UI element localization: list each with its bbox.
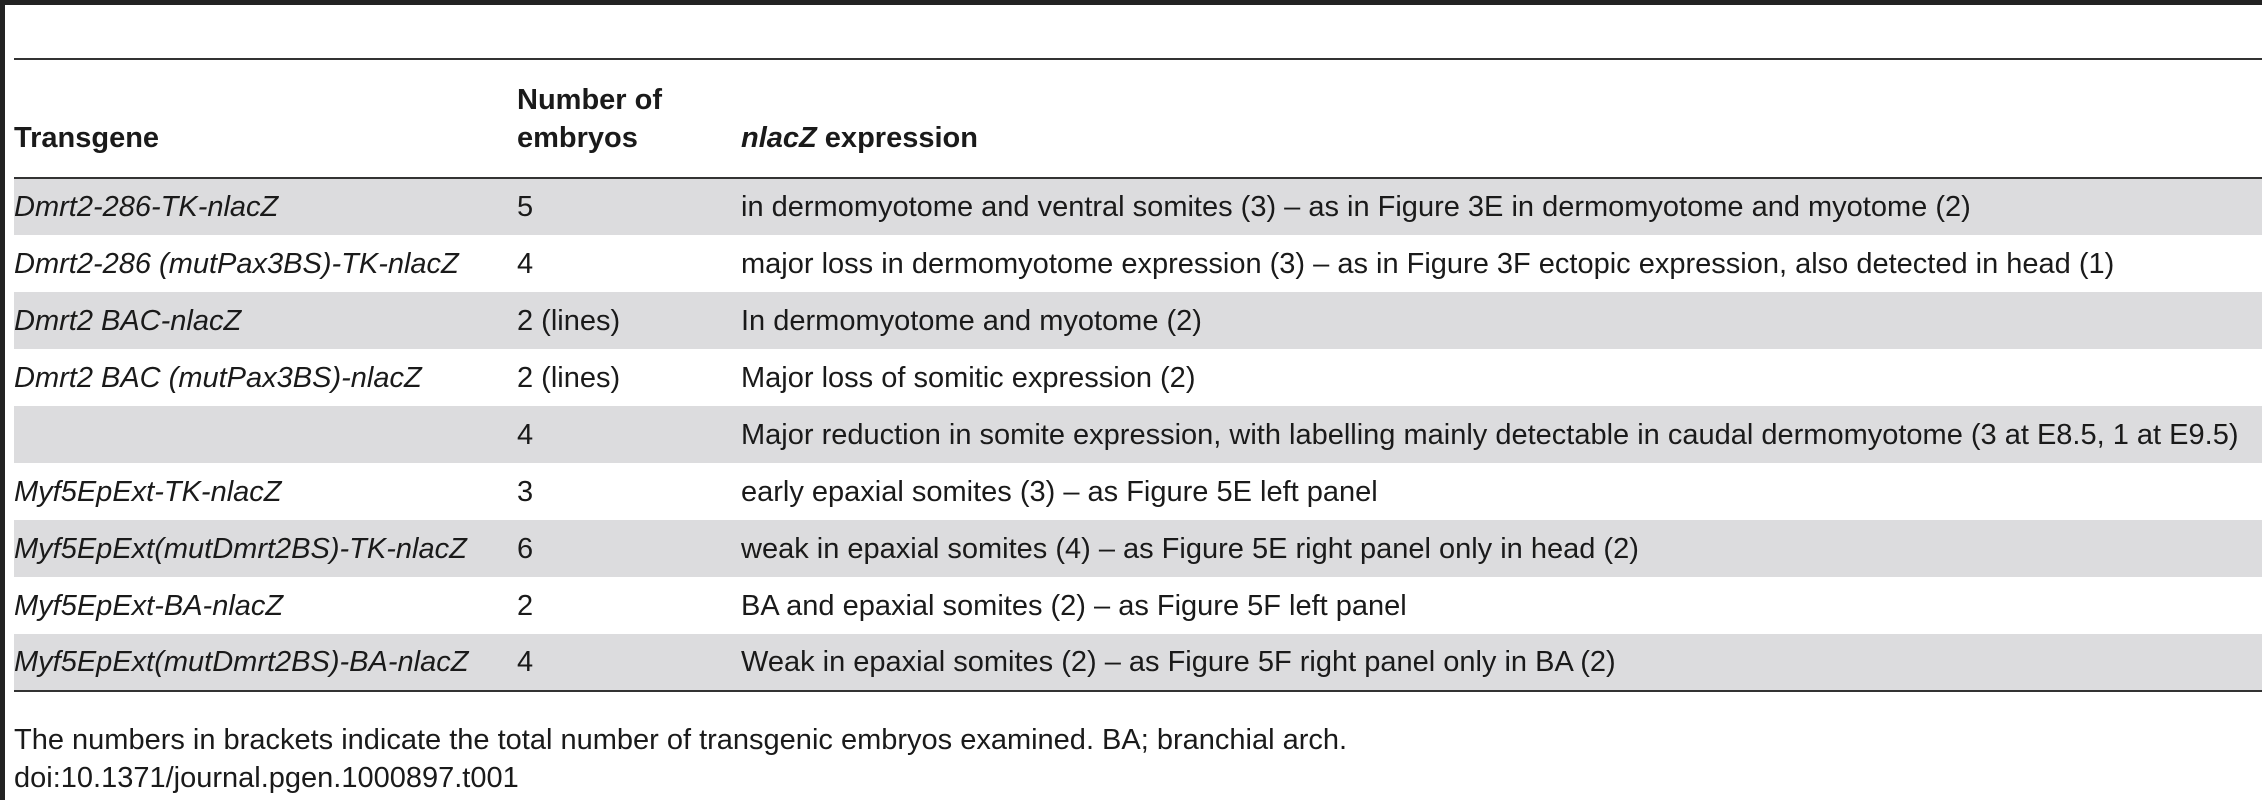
- table-footnote: The numbers in brackets indicate the total number of transgenic embryos examined. BA; branchial arch.: [14, 724, 1348, 756]
- table-row: [14, 634, 2262, 691]
- cell-number: 4: [517, 247, 534, 280]
- left-border: [0, 0, 5, 800]
- header-expression-gene: nlacZ: [741, 122, 817, 154]
- cell-number: 2 (lines): [509, 292, 733, 349]
- cell-transgene: [14, 406, 509, 463]
- header-number-line2: embryos: [517, 122, 638, 154]
- cell-transgene: Myf5EpExt-TK-nlacZ: [14, 475, 282, 508]
- header-number-of-embryos: [509, 59, 733, 178]
- table-row: [14, 577, 2262, 634]
- cell-expression: Major reduction in somite expression, with labelling mainly detectable in caudal dermomyotome (3 at E8.5, 1 at E9.5): [733, 406, 2262, 463]
- table-header-row: [14, 59, 2262, 178]
- table-row: [14, 406, 2262, 463]
- table-body: [14, 178, 2262, 691]
- table-row: [14, 520, 2262, 577]
- cell-expression: weak in epaxial somites (4) – as Figure 5E right panel only in head (2): [733, 520, 2262, 577]
- table-row: [14, 235, 2262, 292]
- cell-transgene: Myf5EpExt-BA-nlacZ: [14, 589, 284, 622]
- table-header: [14, 59, 2262, 178]
- cell-transgene: Myf5EpExt(mutDmrt2BS)-BA-nlacZ: [14, 634, 509, 691]
- table-row: [14, 178, 2262, 235]
- transgene-table: [14, 58, 2262, 692]
- doi-link[interactable]: doi:10.1371/journal.pgen.1000897.t001: [14, 762, 519, 794]
- header-expression: [733, 59, 2262, 178]
- header-transgene: Transgene: [14, 59, 509, 178]
- cell-transgene: Dmrt2 BAC-nlacZ: [14, 292, 509, 349]
- cell-expression: In dermomyotome and myotome (2): [733, 292, 2262, 349]
- cell-expression: in dermomyotome and ventral somites (3) – as in Figure 3E in dermomyotome and myotome (2): [733, 178, 2262, 235]
- cell-expression: early epaxial somites (3) – as Figure 5E left panel: [741, 475, 1378, 508]
- table-row: [14, 292, 2262, 349]
- table-row: [14, 349, 2262, 406]
- cell-number: 4: [509, 634, 733, 691]
- top-border: [0, 0, 2262, 5]
- cell-transgene: Dmrt2-286-TK-nlacZ: [14, 178, 509, 235]
- cell-expression: Weak in epaxial somites (2) – as Figure 5F right panel only in BA (2): [733, 634, 2262, 691]
- cell-number: 4: [509, 406, 733, 463]
- cell-transgene: Dmrt2 BAC (mutPax3BS)-nlacZ: [14, 361, 422, 394]
- cell-number: 5: [509, 178, 733, 235]
- cell-number: 3: [517, 475, 534, 508]
- cell-expression: Major loss of somitic expression (2): [741, 361, 1196, 394]
- cell-transgene: Myf5EpExt(mutDmrt2BS)-TK-nlacZ: [14, 520, 509, 577]
- cell-number: 6: [509, 520, 733, 577]
- cell-number: 2 (lines): [517, 361, 621, 394]
- transgene-table-container: [14, 58, 2262, 692]
- cell-transgene: Dmrt2-286 (mutPax3BS)-TK-nlacZ: [14, 247, 459, 280]
- cell-number: 2: [517, 589, 534, 622]
- table-row: [14, 463, 2262, 520]
- header-number-line1: Number of: [517, 84, 662, 116]
- cell-expression: major loss in dermomyotome expression (3) – as in Figure 3F ectopic expression, also detected in head (1): [741, 247, 2115, 280]
- header-expression-label: expression: [816, 122, 978, 154]
- cell-expression: BA and epaxial somites (2) – as Figure 5F left panel: [741, 589, 1407, 622]
